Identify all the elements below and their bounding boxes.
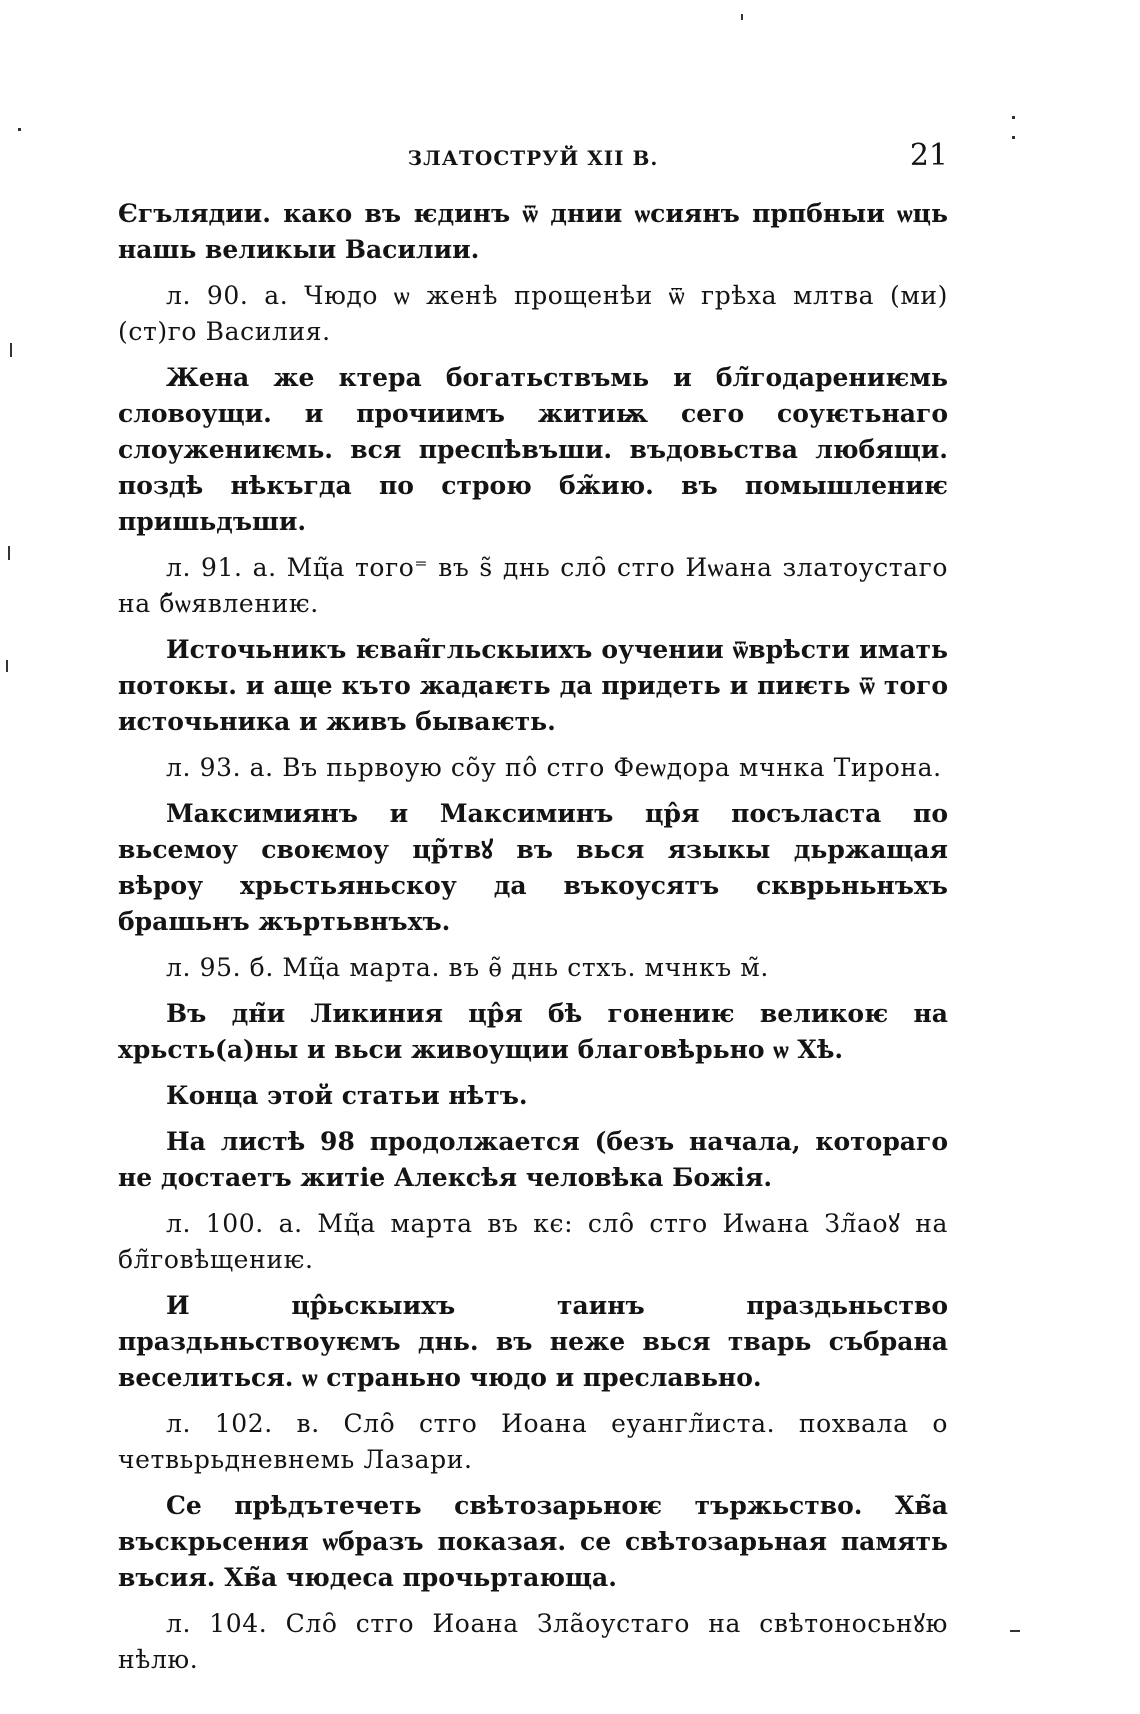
folio-entry: л. 104. Сло̑ стго Иоана Зла̃оустаго на свѣтоносьнꙋю нѣлю.	[118, 1609, 948, 1674]
paragraph: Максимиянъ и Максиминъ цр̂я посъласта по вьсемоу своѥмоу цр̃твꙋ въ вься языкы дьржащая вѣроу хрьстьяньскоу да въкоусятъ скврьньнъхъ брашьнъ жъртьвнъхъ.	[118, 799, 948, 936]
paragraph: Источьникъ ѥван̃гльскыихъ оучении ѿврѣсти имать потокы. и аще къто жадаѥть да придеть и пиѥть ѿ того источьника и живъ бываѥть.	[118, 635, 948, 736]
scan-speck	[6, 660, 8, 672]
folio-entry: л. 102. в. Сло̑ стго Иоана еуангл̃иста. похвала о четвьрьдневнемь Лазари.	[118, 1409, 948, 1474]
paragraph: Жена же ктера богатьствъмь и бл̃годарениѥмь словоущи. и прочиимъ житиѭ сего соуѥтьнаго слоужениѥмь. вся преспѣвъши. въдовьства любящи. поздѣ нѣкъгда по строю бж̃ию. въ помышлениѥ пришьдъши.	[118, 363, 948, 536]
page-body	[118, 196, 948, 1688]
scan-speck	[1012, 136, 1015, 139]
paragraph: Се прѣдътечеть свѣтозарьноѥ тържьство. Хв̃а въскрьсения ѡбразъ показая. се свѣтозарьная память въсия. Хв̃а чюдеса прочьртающа.	[118, 1491, 948, 1592]
page-header	[118, 132, 948, 182]
paragraph: Конца этой статьи нѣтъ.	[166, 1081, 528, 1110]
scan-speck	[741, 14, 743, 20]
page-number: 21	[909, 138, 948, 173]
paragraph: Въ дн̃и Ликиния цр̂я бѣ гонениѥ великоѥ на хрьсть(а)ны и вьси живоущии благовѣрьно ѡ Хѣ.	[118, 999, 948, 1064]
folio-entry: л. 91. а. Мц̃а того⁼ въ ѕ̃ днь сло̑ стго Иѡана златоустаго на б̃ѡявлениѥ.	[118, 553, 948, 618]
paragraph: На листѣ 98 продолжается (безъ начала, котораго не достаетъ житіе Алексѣя человѣка Божія.	[118, 1127, 948, 1192]
paragraph: И цр̂ьскыихъ таинъ праздьньство праздьньствоуѥмъ днь. въ неже вься тварь събрана веселиться. ѡ страньно чюдо и преславьно.	[118, 1291, 948, 1392]
paragraph: Єгълядии. како въ ѥдинъ ѿ днии ѡсиянъ прпбныи ѡць нашь великыи Василии.	[118, 199, 948, 264]
folio-entry: л. 90. а. Чюдо ѡ женѣ прощенѣи ѿ грѣха млтва (ми) (ст)го Василия.	[118, 281, 948, 346]
folio-entry: л. 93. а. Въ пьрвоую со̃у по̂ стго Феѡдора мчнка Тирона.	[166, 753, 942, 782]
scan-speck	[1010, 1630, 1020, 1632]
running-title: ЗЛАТОСТРУЙ XII В.	[407, 146, 659, 170]
folio-entry: л. 95. б. Мц̃а марта. въ ѳ̃ днь стхъ. мчнкъ м̃.	[166, 953, 769, 982]
scan-speck	[1012, 116, 1015, 119]
folio-entry: л. 100. а. Мц̃а марта въ кє: сло̑ стго Иѡана Зл̃аоꙋ на бл̃говѣщениѥ.	[118, 1209, 948, 1274]
scan-speck	[10, 343, 12, 357]
scan-speck	[8, 546, 10, 560]
scan-speck	[18, 128, 21, 131]
